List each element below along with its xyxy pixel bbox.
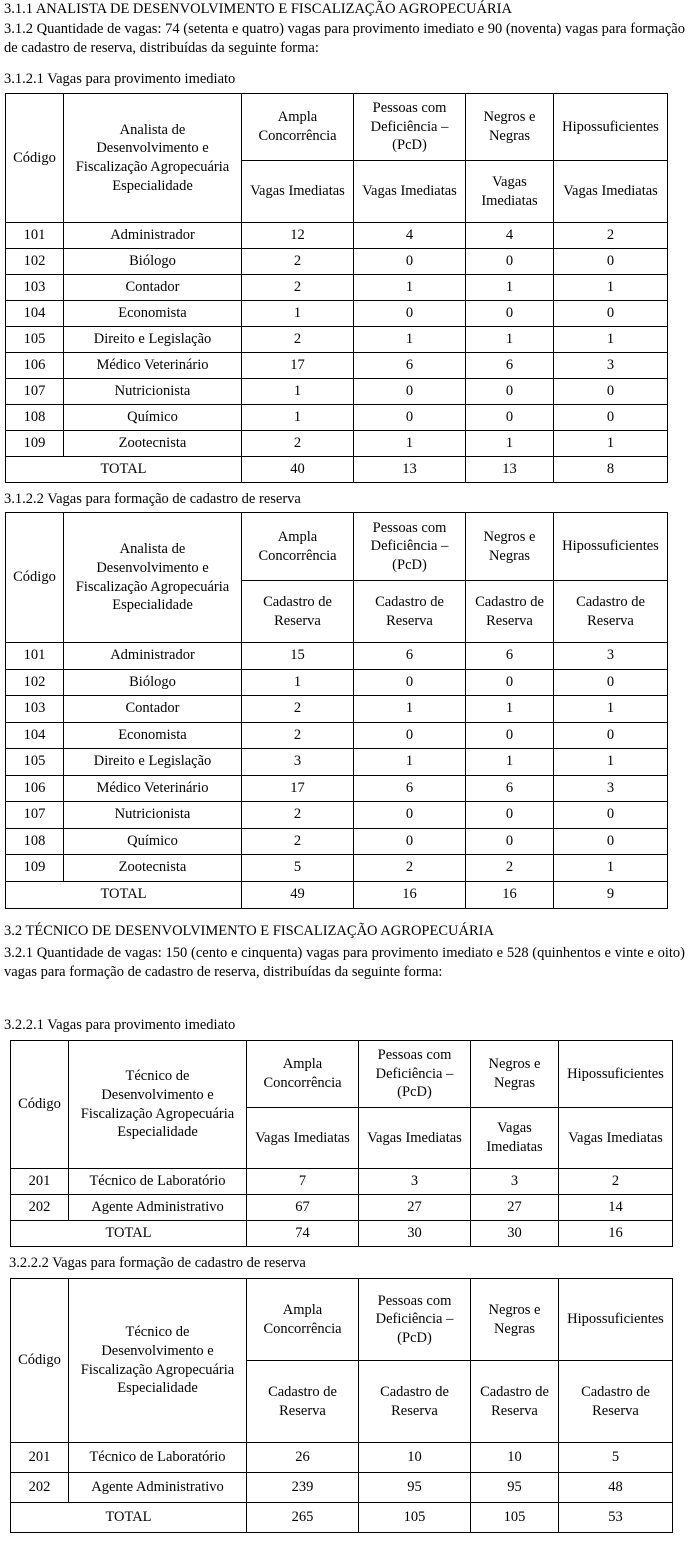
header-row	[6, 513, 668, 581]
cell-ampla: 2	[242, 249, 354, 275]
total-negros: 16	[466, 881, 554, 908]
total-row	[11, 1221, 673, 1247]
total-negros: 30	[471, 1221, 559, 1247]
table-tecnico-imediato	[10, 1040, 673, 1247]
cell-ampla: 1	[242, 669, 354, 696]
table-row	[6, 722, 668, 749]
cell-negros: 1	[466, 327, 554, 353]
cell-negros: 0	[466, 722, 554, 749]
total-label: TOTAL	[11, 1221, 247, 1247]
cell-negros: 2	[466, 855, 554, 882]
header-ampla-concorrencia: Ampla Concorrência	[242, 94, 354, 161]
cell-spec: Médico Veterinário	[64, 353, 242, 379]
table-row	[11, 1195, 673, 1221]
table-row	[11, 1473, 673, 1503]
cell-spec: Biólogo	[64, 669, 242, 696]
cell-ampla: 17	[242, 775, 354, 802]
caption-analista-imediato: 3.1.2.1 Vagas para provimento imediato	[4, 71, 236, 87]
table-row	[6, 301, 668, 327]
cell-spec: Químico	[64, 828, 242, 855]
cell-pcd: 6	[354, 353, 466, 379]
cell-negros: 0	[466, 379, 554, 405]
cell-code: 202	[11, 1473, 69, 1503]
caption-tecnico-reserva: 3.2.2.2 Vagas para formação de cadastro de reserva	[9, 1255, 306, 1271]
table-row	[6, 353, 668, 379]
cell-ampla: 67	[247, 1195, 359, 1221]
cell-ampla: 1	[242, 405, 354, 431]
header-row	[11, 1041, 673, 1108]
cell-hipo: 5	[559, 1443, 673, 1473]
cell-ampla: 239	[247, 1473, 359, 1503]
cell-negros: 0	[466, 828, 554, 855]
cell-code: 106	[6, 775, 64, 802]
cell-spec: Contador	[64, 696, 242, 723]
cell-negros: 6	[466, 775, 554, 802]
cell-negros: 0	[466, 802, 554, 829]
subheader-pcd: Cadastro de Reserva	[354, 581, 466, 643]
cell-spec: Economista	[64, 722, 242, 749]
subheader-negros: Vagas Imediatas	[471, 1108, 559, 1169]
cell-ampla: 17	[242, 353, 354, 379]
total-row	[11, 1503, 673, 1533]
subheader-hipo: Vagas Imediatas	[554, 161, 668, 223]
cell-ampla: 2	[242, 802, 354, 829]
header-pcd: Pessoas com Deficiência – (PcD)	[354, 94, 466, 161]
cell-pcd: 0	[354, 722, 466, 749]
cell-ampla: 2	[242, 722, 354, 749]
cell-pcd: 10	[359, 1443, 471, 1473]
total-label: TOTAL	[6, 881, 242, 908]
total-label: TOTAL	[11, 1503, 247, 1533]
cell-spec: Biólogo	[64, 249, 242, 275]
table-row	[11, 1443, 673, 1473]
table-row	[6, 249, 668, 275]
cell-pcd: 1	[354, 749, 466, 776]
cell-hipo: 2	[554, 223, 668, 249]
caption-analista-reserva: 3.1.2.2 Vagas para formação de cadastro de reserva	[4, 491, 301, 507]
cell-pcd: 0	[354, 249, 466, 275]
total-hipo: 9	[554, 881, 668, 908]
subheader-negros: Cadastro de Reserva	[471, 1361, 559, 1443]
subheader-negros: Cadastro de Reserva	[466, 581, 554, 643]
cell-pcd: 6	[354, 775, 466, 802]
table-row	[6, 855, 668, 882]
cell-spec: Nutricionista	[64, 802, 242, 829]
subheader-pcd: Vagas Imediatas	[354, 161, 466, 223]
cell-spec: Técnico de Laboratório	[69, 1443, 247, 1473]
header-negros: Negros e Negras	[466, 94, 554, 161]
cell-code: 201	[11, 1443, 69, 1473]
cell-negros: 6	[466, 643, 554, 670]
total-row	[6, 881, 668, 908]
cell-pcd: 95	[359, 1473, 471, 1503]
total-ampla: 49	[242, 881, 354, 908]
cell-pcd: 0	[354, 802, 466, 829]
cell-ampla: 2	[242, 275, 354, 301]
header-ampla-concorrencia: Ampla Concorrência	[247, 1041, 359, 1108]
table-tecnico-reserva	[10, 1278, 673, 1533]
subheader-ampla: Vagas Imediatas	[242, 161, 354, 223]
cell-hipo: 3	[554, 775, 668, 802]
subheader-ampla: Cadastro de Reserva	[247, 1361, 359, 1443]
cell-code: 104	[6, 301, 64, 327]
header-codigo: Código	[6, 94, 64, 223]
cell-negros: 10	[471, 1443, 559, 1473]
cell-negros: 1	[466, 275, 554, 301]
cell-negros: 1	[466, 749, 554, 776]
cell-ampla: 1	[242, 301, 354, 327]
cell-hipo: 1	[554, 749, 668, 776]
cell-spec: Direito e Legislação	[64, 327, 242, 353]
subheader-negros: Vagas Imediatas	[466, 161, 554, 223]
cell-ampla: 1	[242, 379, 354, 405]
total-pcd: 105	[359, 1503, 471, 1533]
cell-hipo: 1	[554, 431, 668, 457]
cell-hipo: 3	[554, 353, 668, 379]
section-title-analista: 3.1.1 ANALISTA DE DESENVOLVIMENTO E FISCALIZAÇÃO AGROPECUÁRIA	[4, 1, 512, 17]
cell-pcd: 0	[354, 669, 466, 696]
total-ampla: 74	[247, 1221, 359, 1247]
cell-code: 106	[6, 353, 64, 379]
subheader-pcd: Cadastro de Reserva	[359, 1361, 471, 1443]
cell-hipo: 0	[554, 669, 668, 696]
cell-ampla: 3	[242, 749, 354, 776]
header-row	[11, 1279, 673, 1361]
cell-spec: Direito e Legislação	[64, 749, 242, 776]
table-row	[6, 405, 668, 431]
cell-ampla: 2	[242, 696, 354, 723]
total-pcd: 30	[359, 1221, 471, 1247]
table-analista-reserva	[5, 512, 668, 909]
header-ampla-concorrencia: Ampla Concorrência	[242, 513, 354, 581]
cell-hipo: 0	[554, 828, 668, 855]
cell-spec: Economista	[64, 301, 242, 327]
cell-pcd: 1	[354, 431, 466, 457]
total-pcd: 16	[354, 881, 466, 908]
table-row	[6, 379, 668, 405]
cell-code: 108	[6, 405, 64, 431]
table-row	[6, 327, 668, 353]
header-codigo: Código	[6, 513, 64, 643]
cell-negros: 0	[466, 669, 554, 696]
cell-spec: Zootecnista	[64, 431, 242, 457]
cell-spec: Químico	[64, 405, 242, 431]
cell-code: 105	[6, 749, 64, 776]
cell-hipo: 48	[559, 1473, 673, 1503]
total-ampla: 40	[242, 457, 354, 483]
table-row	[6, 696, 668, 723]
table-row	[6, 643, 668, 670]
cell-negros: 3	[471, 1169, 559, 1195]
cell-negros: 0	[466, 301, 554, 327]
header-codigo: Código	[11, 1279, 69, 1443]
cell-hipo: 0	[554, 301, 668, 327]
cell-negros: 1	[466, 431, 554, 457]
cell-pcd: 1	[354, 696, 466, 723]
table-row	[6, 749, 668, 776]
cell-pcd: 4	[354, 223, 466, 249]
cell-code: 108	[6, 828, 64, 855]
cell-code: 103	[6, 275, 64, 301]
cell-hipo: 0	[554, 722, 668, 749]
cell-hipo: 3	[554, 643, 668, 670]
cell-hipo: 0	[554, 249, 668, 275]
cell-pcd: 1	[354, 327, 466, 353]
cell-spec: Médico Veterinário	[64, 775, 242, 802]
header-ampla-concorrencia: Ampla Concorrência	[247, 1279, 359, 1361]
total-pcd: 13	[354, 457, 466, 483]
subheader-ampla: Cadastro de Reserva	[242, 581, 354, 643]
cell-code: 102	[6, 669, 64, 696]
caption-tecnico-imediato: 3.2.2.1 Vagas para provimento imediato	[4, 1017, 236, 1033]
cell-negros: 6	[466, 353, 554, 379]
cell-ampla: 7	[247, 1169, 359, 1195]
header-codigo: Código	[11, 1041, 69, 1169]
cell-code: 107	[6, 802, 64, 829]
header-especialidade: Técnico de Desenvolvimento e Fiscalização Agropecuária Especialidade	[69, 1041, 247, 1169]
header-especialidade: Técnico de Desenvolvimento e Fiscalização Agropecuária Especialidade	[69, 1279, 247, 1443]
header-negros: Negros e Negras	[471, 1279, 559, 1361]
cell-pcd: 6	[354, 643, 466, 670]
cell-spec: Administrador	[64, 643, 242, 670]
header-especialidade: Analista de Desenvolvimento e Fiscalização Agropecuária Especialidade	[64, 513, 242, 643]
cell-negros: 1	[466, 696, 554, 723]
cell-pcd: 0	[354, 405, 466, 431]
cell-hipo: 1	[554, 696, 668, 723]
cell-code: 202	[11, 1195, 69, 1221]
cell-negros: 0	[466, 249, 554, 275]
cell-spec: Administrador	[64, 223, 242, 249]
cell-ampla: 2	[242, 828, 354, 855]
table-row	[6, 669, 668, 696]
header-hipossuficientes: Hipossuficientes	[559, 1279, 673, 1361]
table-row	[11, 1169, 673, 1195]
table-row	[6, 802, 668, 829]
cell-pcd: 27	[359, 1195, 471, 1221]
cell-negros: 4	[466, 223, 554, 249]
cell-negros: 27	[471, 1195, 559, 1221]
cell-pcd: 0	[354, 301, 466, 327]
cell-ampla: 15	[242, 643, 354, 670]
cell-spec: Agente Administrativo	[69, 1473, 247, 1503]
cell-spec: Contador	[64, 275, 242, 301]
total-hipo: 8	[554, 457, 668, 483]
header-row	[6, 94, 668, 161]
cell-hipo: 1	[554, 327, 668, 353]
header-negros: Negros e Negras	[471, 1041, 559, 1108]
header-pcd: Pessoas com Deficiência – (PcD)	[354, 513, 466, 581]
cell-hipo: 0	[554, 379, 668, 405]
header-pcd: Pessoas com Deficiência – (PcD)	[359, 1279, 471, 1361]
cell-pcd: 1	[354, 275, 466, 301]
cell-ampla: 5	[242, 855, 354, 882]
cell-spec: Nutricionista	[64, 379, 242, 405]
cell-code: 103	[6, 696, 64, 723]
cell-negros: 95	[471, 1473, 559, 1503]
cell-hipo: 0	[554, 405, 668, 431]
total-hipo: 53	[559, 1503, 673, 1533]
total-negros: 105	[471, 1503, 559, 1533]
cell-ampla: 12	[242, 223, 354, 249]
subheader-hipo: Cadastro de Reserva	[559, 1361, 673, 1443]
table-row	[6, 828, 668, 855]
total-row	[6, 457, 668, 483]
cell-code: 105	[6, 327, 64, 353]
header-especialidade: Analista de Desenvolvimento e Fiscalização Agropecuária Especialidade	[64, 94, 242, 223]
subheader-pcd: Vagas Imediatas	[359, 1108, 471, 1169]
table-row	[6, 275, 668, 301]
cell-ampla: 26	[247, 1443, 359, 1473]
cell-code: 102	[6, 249, 64, 275]
paragraph-quantidade-analista: 3.1.2 Quantidade de vagas: 74 (setenta e quatro) vagas para provimento imediato e 90 (noventa) vagas para formação de cadastro de reserva, distribuídas da seguinte forma:	[4, 21, 685, 56]
table-row	[6, 431, 668, 457]
total-ampla: 265	[247, 1503, 359, 1533]
cell-pcd: 3	[359, 1169, 471, 1195]
cell-hipo: 14	[559, 1195, 673, 1221]
header-hipossuficientes: Hipossuficientes	[554, 513, 668, 581]
total-negros: 13	[466, 457, 554, 483]
header-negros: Negros e Negras	[466, 513, 554, 581]
cell-spec: Agente Administrativo	[69, 1195, 247, 1221]
cell-hipo: 1	[554, 275, 668, 301]
cell-code: 109	[6, 855, 64, 882]
cell-ampla: 2	[242, 431, 354, 457]
table-row	[6, 223, 668, 249]
subheader-ampla: Vagas Imediatas	[247, 1108, 359, 1169]
cell-hipo: 1	[554, 855, 668, 882]
table-analista-imediato	[5, 93, 668, 483]
cell-spec: Técnico de Laboratório	[69, 1169, 247, 1195]
cell-code: 104	[6, 722, 64, 749]
cell-pcd: 2	[354, 855, 466, 882]
subheader-hipo: Vagas Imediatas	[559, 1108, 673, 1169]
cell-hipo: 2	[559, 1169, 673, 1195]
header-hipossuficientes: Hipossuficientes	[559, 1041, 673, 1108]
table-row	[6, 775, 668, 802]
cell-ampla: 2	[242, 327, 354, 353]
cell-code: 101	[6, 223, 64, 249]
cell-pcd: 0	[354, 828, 466, 855]
cell-spec: Zootecnista	[64, 855, 242, 882]
section-title-tecnico: 3.2 TÉCNICO DE DESENVOLVIMENTO E FISCALIZAÇÃO AGROPECUÁRIA	[4, 923, 494, 939]
cell-negros: 0	[466, 405, 554, 431]
subheader-hipo: Cadastro de Reserva	[554, 581, 668, 643]
cell-code: 107	[6, 379, 64, 405]
cell-code: 101	[6, 643, 64, 670]
cell-code: 109	[6, 431, 64, 457]
total-label: TOTAL	[6, 457, 242, 483]
paragraph-quantidade-tecnico: 3.2.1 Quantidade de vagas: 150 (cento e cinquenta) vagas para provimento imediato e 528 (quinhentos e vinte e oito) vagas para formação de cadastro de reserva, distribuídas da seguinte forma:	[4, 945, 685, 980]
cell-hipo: 0	[554, 802, 668, 829]
cell-pcd: 0	[354, 379, 466, 405]
header-hipossuficientes: Hipossuficientes	[554, 94, 668, 161]
cell-code: 201	[11, 1169, 69, 1195]
header-pcd: Pessoas com Deficiência – (PcD)	[359, 1041, 471, 1108]
total-hipo: 16	[559, 1221, 673, 1247]
